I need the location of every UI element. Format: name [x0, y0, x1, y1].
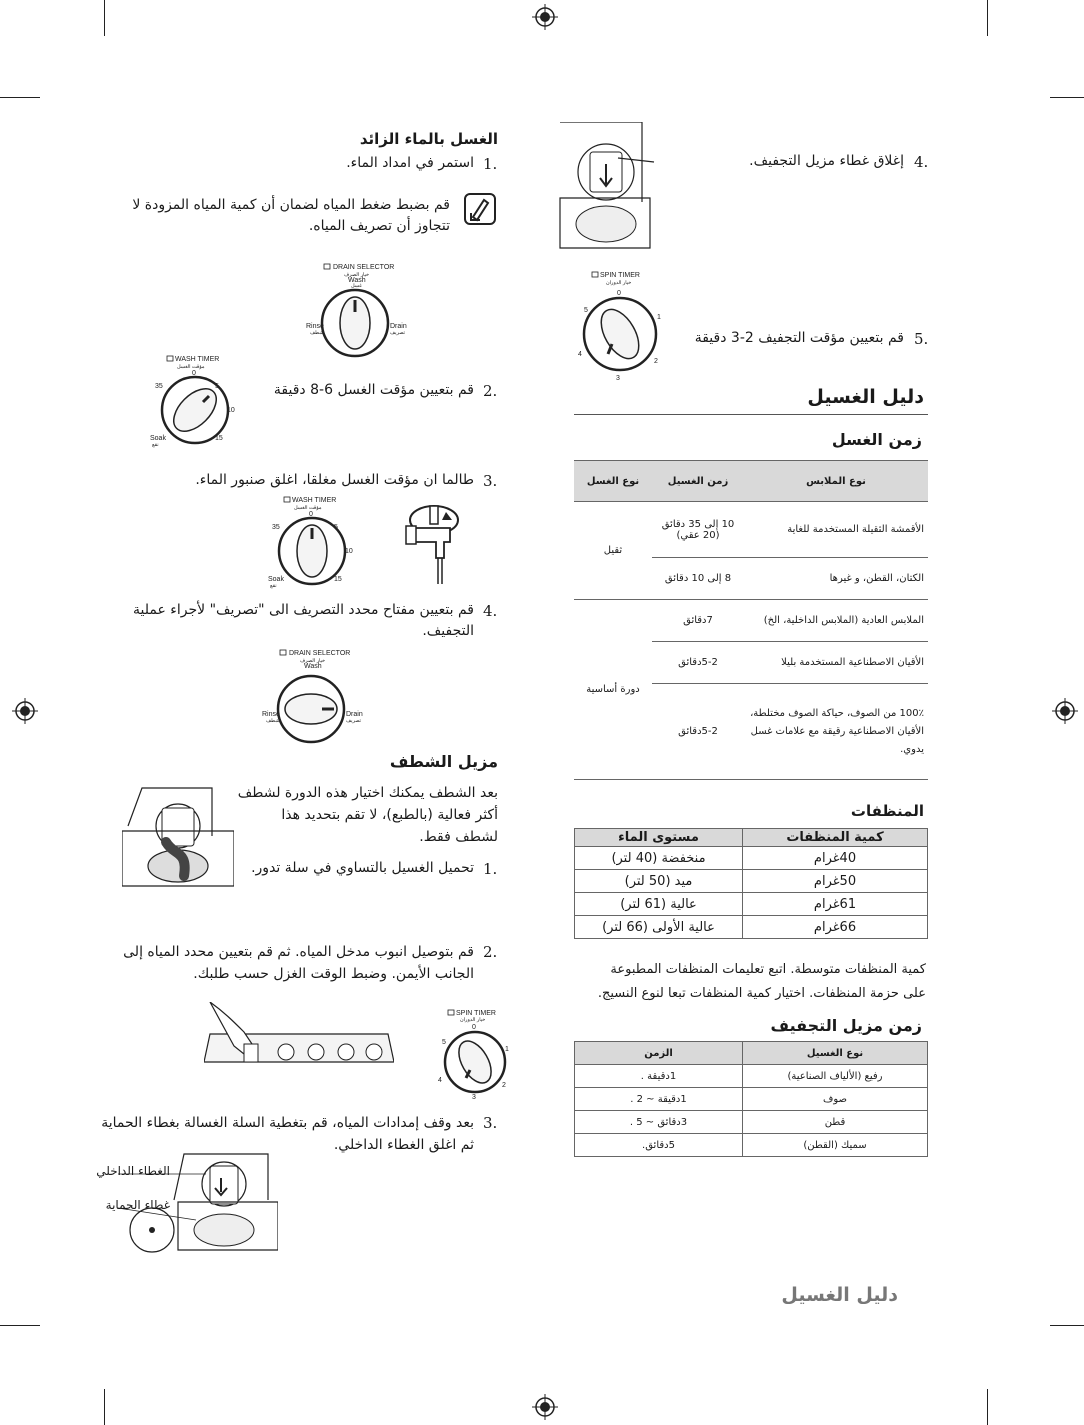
wash-time-table	[574, 460, 928, 780]
dial-tick: 2	[654, 358, 658, 365]
dial-drain-label-ar: تصريف	[390, 330, 406, 336]
subsection-heading: زمن الغسل	[831, 430, 922, 449]
note-icon	[464, 193, 496, 225]
dial-tick: 0	[472, 1024, 476, 1031]
table-cell: 1دقيقة .	[575, 1065, 743, 1088]
detergent-table	[574, 828, 928, 939]
dial-tick: 5	[215, 383, 219, 390]
lid-close-illustration	[558, 122, 658, 252]
step-number: 2.	[483, 382, 498, 400]
dial-tick: 0	[617, 290, 621, 297]
section-heading: مزيل الشطف	[389, 752, 498, 771]
table-row	[575, 916, 928, 939]
dial-rinse-label: Rinse	[262, 711, 280, 718]
dial-wash-label: Wash	[348, 277, 366, 284]
table-cell: منخفضة (40 لتر)	[575, 847, 743, 870]
table-cell: رفيع (الألياف الصناعية)	[743, 1065, 928, 1088]
dial-tick: 5	[334, 524, 338, 531]
step-text: طالما ان مؤقت الغسل مغلقا، اغلق صنبور الماء.	[195, 472, 474, 488]
table-cell: 1دقيقة ~ 2 .	[575, 1088, 743, 1111]
dial-drain-label-ar: تصريف	[346, 718, 362, 724]
table-header: زمن الغسيل	[652, 461, 744, 502]
table-header: مستوى الماء	[575, 829, 743, 847]
step-text: قم بتعيين مفتاح محدد التصريف الى "تصريف" لأجراء عملية التجفيف.	[133, 602, 474, 639]
table-row	[575, 1065, 928, 1088]
crop-mark	[1050, 1325, 1084, 1326]
table-header: نوع الغسل	[574, 461, 652, 502]
lint-intro-text: بعد الشطف يمكنك اختيار هذه الدورة لشطف أكثر فعالية (بالطبع)، لا تقم بتحديد هذا لشطف فقط.	[237, 785, 498, 845]
step-text: استمر في امداد الماء.	[346, 155, 474, 171]
spin-time-table	[574, 1041, 928, 1157]
section-heading: الغسل بالماء الزائد	[359, 130, 498, 148]
table-cell: سميك (القطن)	[743, 1134, 928, 1157]
dial-tick: 4	[578, 351, 582, 358]
table-cell: صوف	[743, 1088, 928, 1111]
registration-mark-icon	[532, 1394, 558, 1420]
table-cell: الكتان، القطن، و غيرها	[744, 558, 928, 600]
table-cell: الأقيان الاصطناعية المستخدمة بليلا	[744, 642, 928, 684]
table-row	[575, 1134, 928, 1157]
table-row	[575, 870, 928, 893]
table-row	[575, 1088, 928, 1111]
dial-tick: 3	[472, 1094, 476, 1101]
table-row	[575, 893, 928, 916]
registration-mark-icon	[12, 698, 38, 724]
subsection-heading: المنظفات	[850, 802, 924, 820]
dial-soak-label-ar: نقع	[152, 442, 159, 448]
drain-selector-dial	[300, 260, 420, 365]
table-cell: 5-2دقائق	[652, 642, 744, 684]
step-text: إغلاق غطاء مزيل التجفيف.	[749, 153, 904, 169]
callout-protection-cover: غطاء الحماية	[105, 1198, 170, 1212]
table-cell: 50غرام	[743, 870, 928, 893]
table-header: كمية المنظفات	[743, 829, 928, 847]
footer-title: دليل الغسيل	[781, 1284, 898, 1306]
step-text: بعد وقف إمدادات المياه، قم بتغطية السلة الغسالة بغطاء الحماية ثم اغلق الغطاء الداخلي.	[101, 1115, 474, 1153]
dial-tick: 5	[442, 1039, 446, 1046]
dial-tick: 3	[616, 375, 620, 382]
table-cell: ثقيل	[574, 502, 652, 600]
crop-mark	[0, 1325, 40, 1326]
dial-tick: 4	[438, 1077, 442, 1084]
table-row	[574, 600, 928, 642]
dial-title-ar: خيار الدوران	[460, 1017, 486, 1023]
dial-title: SPIN TIMER	[600, 272, 640, 279]
spin-timer-dial	[432, 1006, 517, 1101]
step-number: 1.	[483, 155, 498, 173]
table-cell: 66غرام	[743, 916, 928, 939]
spin-timer-dial	[572, 268, 667, 383]
table-header: نوع الملابس	[744, 461, 928, 502]
wash-timer-dial	[262, 493, 362, 593]
step-text: قم بتعيين مؤقت الغسل 6-8 دقيقة	[273, 382, 474, 398]
dial-title: DRAIN SELECTOR	[289, 650, 351, 657]
dial-wash-label-ar: غسل	[351, 283, 362, 289]
dial-tick: 10	[345, 548, 353, 555]
table-row	[574, 502, 928, 558]
table-cell: 8 إلى 10 دقائق	[652, 558, 744, 600]
registration-mark-icon	[1052, 698, 1078, 724]
dial-soak-label-ar: نقع	[270, 583, 277, 589]
table-cell: 5-2دقائق	[652, 684, 744, 780]
faucet-icon	[400, 498, 470, 588]
table-cell: 3دقائق ~ 5 .	[575, 1111, 743, 1134]
table-cell: ميد (50 لتر)	[575, 870, 743, 893]
table-cell: عالية (61 لتر)	[575, 893, 743, 916]
dial-tick: 15	[334, 576, 342, 583]
note-text: قم بضبط ضغط المياه لضمان أن كمية المياه المزودة لا تتجاوز أن تصريف المياه.	[132, 197, 450, 234]
table-cell: الأقمشة الثقيلة المستخدمة للغاية	[744, 502, 928, 558]
step-number: 2.	[483, 943, 498, 961]
crop-mark	[0, 97, 40, 98]
spin-basket-illustration	[122, 786, 234, 896]
table-cell: الملابس العادية (الملابس الداخلية، الخ)	[744, 600, 928, 642]
table-cell: دورة أساسية	[574, 600, 652, 780]
step-number: 3.	[483, 472, 498, 490]
dial-tick: 10	[227, 407, 235, 414]
step-text: قم بتعيين مؤقت التجفيف 2-3 دقيقة	[694, 330, 904, 346]
step-number: 5.	[914, 330, 929, 348]
table-cell: 100٪ من الصوف، حياكة الصوف مختلطة، الأقيان الاصطناعية رقيقة مع علامات غسل يدوي.	[744, 684, 928, 780]
dial-tick: 1	[505, 1046, 509, 1053]
table-cell: 61غرام	[743, 893, 928, 916]
step-number: 1.	[483, 860, 498, 878]
table-header: نوع الغسيل	[743, 1042, 928, 1065]
step-number: 4.	[914, 153, 929, 171]
dial-title-ar: خيار الدوران	[606, 280, 632, 286]
dial-title-ar: مؤقت الغسل	[294, 505, 322, 511]
crop-mark	[104, 1389, 105, 1425]
dial-tick: 35	[155, 383, 163, 390]
step-text: تحميل الغسيل بالتساوي في سلة تدور.	[251, 860, 474, 876]
table-row	[575, 1111, 928, 1134]
dial-title-ar: خيار الصرف	[300, 658, 326, 664]
table-cell: 40غرام	[743, 847, 928, 870]
crop-mark	[987, 1389, 988, 1425]
dial-tick: 1	[657, 314, 661, 321]
dial-title: SPIN TIMER	[456, 1010, 496, 1017]
dial-soak-label: Soak	[150, 435, 166, 442]
dial-title: WASH TIMER	[292, 497, 337, 504]
dial-title: WASH TIMER	[175, 356, 220, 363]
dial-drain-label: Drain	[346, 711, 363, 718]
dial-tick: 5	[584, 307, 588, 314]
dial-rinse-label-ar: شطف	[266, 718, 280, 724]
registration-mark-icon	[532, 4, 558, 30]
subsection-heading: زمن مزيل التجفيف	[770, 1016, 922, 1035]
dial-title-ar: خيار الصرف	[344, 272, 370, 278]
step-number: 3.	[483, 1114, 498, 1132]
control-panel-illustration	[204, 1002, 394, 1082]
drain-selector-dial	[256, 646, 376, 751]
divider	[574, 414, 928, 415]
detergent-note: كمية المنظفات متوسطة. اتبع تعليمات المنظفات المطبوعة على حزمة المنظفات. اختيار كمية المنظفات تبعا لنوع النسيج.	[597, 962, 926, 1001]
dial-wash-label: Wash	[304, 663, 322, 670]
dial-title: DRAIN SELECTOR	[333, 264, 395, 271]
dial-rinse-label-ar: شطف	[310, 330, 324, 336]
dial-tick: 0	[309, 511, 313, 518]
dial-tick: 0	[192, 370, 196, 377]
dial-tick: 2	[502, 1082, 506, 1089]
table-cell: 10 إلى 35 دقائق (20 عقي)	[652, 502, 744, 558]
table-cell: 5دقائق.	[575, 1134, 743, 1157]
dial-tick: 15	[215, 435, 223, 442]
dial-rinse-label: Rinse	[306, 323, 324, 330]
table-row	[575, 847, 928, 870]
table-cell: 7دقائق	[652, 600, 744, 642]
crop-mark	[1050, 97, 1084, 98]
dial-soak-label: Soak	[268, 576, 284, 583]
crop-mark	[987, 0, 988, 36]
table-cell: عالية الأولى (66 لتر)	[575, 916, 743, 939]
step-number: 4.	[483, 602, 498, 620]
callout-inner-lid: الغطاء الداخلي	[96, 1164, 170, 1178]
table-header: الزمن	[575, 1042, 743, 1065]
dial-tick: 35	[272, 524, 280, 531]
dial-title-ar: مؤقت الغسل	[177, 364, 205, 370]
wash-timer-dial	[145, 352, 245, 452]
step-text: قم بتوصيل انبوب مدخل المياه. ثم قم بتعيين محدد المياه إلى الجانب الأيمن. وضبط الوقت الغزل حسب طلبك.	[123, 944, 474, 982]
table-cell: قطن	[743, 1111, 928, 1134]
dial-drain-label: Drain	[390, 323, 407, 330]
crop-mark	[104, 0, 105, 36]
section-heading: دليل الغسيل	[807, 386, 924, 408]
